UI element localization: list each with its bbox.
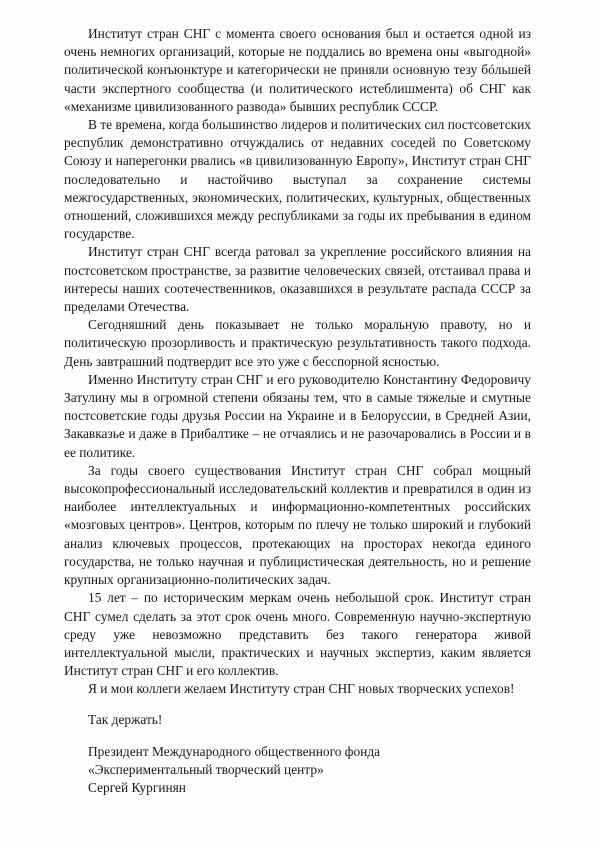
signature-organization: «Экспериментальный творческий центр»	[88, 762, 324, 778]
paragraph-7: 15 лет – по историческим меркам очень небольшой срок. Институт стран СНГ сумел сделать за этот срок очень много. Современную научно-экспертную среду уже невозможно представить без такого генератора живой интеллектуальной мысли, практических и научных экспертиз, каким является Институт стран СНГ и его коллектив.	[64, 590, 531, 679]
paragraph-2: В те времена, когда большинство лидеров и политических сил постсоветских республик демонстративно отчуждались от недавних соседей по Советскому Союзу и наперегонки рвались «в цивилизованную Европу», Институт стран СНГ последовательно и настойчиво выступал за сохранение системы межгосударственных, экономических, политических, культурных, общественных отношений, сложившихся между республиками за годы их пребывания в едином государстве.	[64, 117, 531, 242]
letter-body	[64, 25, 531, 729]
signature-title: Президент Международного общественного фонда	[88, 744, 381, 759]
signature-author: Сергей Кургинян	[88, 780, 186, 796]
paragraph-5: Именно Институту стран СНГ и его руководителю Константину Федоровичу Затулину мы в огромной степени обязаны тем, что в самые тяжелые и смутные постсоветские годы друзья России на Украине и в Белоруссии, в Средней Азии, Закавказье и даже в Прибалтике – не отчаялись и не разочаровались в России и в ее политике.	[64, 371, 531, 460]
paragraph-6: За годы своего существования Институт стран СНГ собрал мощный высокопрофессиональный исследовательский коллектив и превратился в один из наиболее интеллектуальных и информационно-компетентных российских «мозговых центров». Центров, которым по плечу не только широкий и глубокий анализ ключевых процессов, протекающих на просторах некогда единого государства, не только научная и публицистическая деятельность, но и решение крупных организационно-политических задач.	[64, 462, 531, 588]
paragraph-3: Институт стран СНГ всегда ратовал за укрепление российского влияния на постсоветском пространстве, за развитие человеческих связей, отстаивал права и интересы наших соотечественников, оказавшихся в результате распада СССР за пределами Отечества.	[64, 244, 531, 315]
closing-line: Так держать!	[88, 711, 163, 727]
paragraph-4: Сегодняшний день показывает не только моральную правоту, но и политическую прозорливость и практическую результативность такого подхода. День завтрашний подтвердит все это уже с бесспорной ясностью.	[64, 317, 531, 369]
paragraph-8: Я и мои коллеги желаем Институту стран СНГ новых творческих успехов!	[88, 681, 515, 697]
paragraph-1: Институт стран СНГ с момента своего основания был и остается одной из очень немногих организаций, которые не поддались во времена оны «выгодной» политической конъюнктуре и категорически не приняли основную тезу бóльшей части экспертного сообщества (и политического истеблишмента) об СНГ как «механизме цивилизованного развода» бывших республик СССР.	[64, 26, 531, 114]
signature-block	[88, 743, 508, 798]
